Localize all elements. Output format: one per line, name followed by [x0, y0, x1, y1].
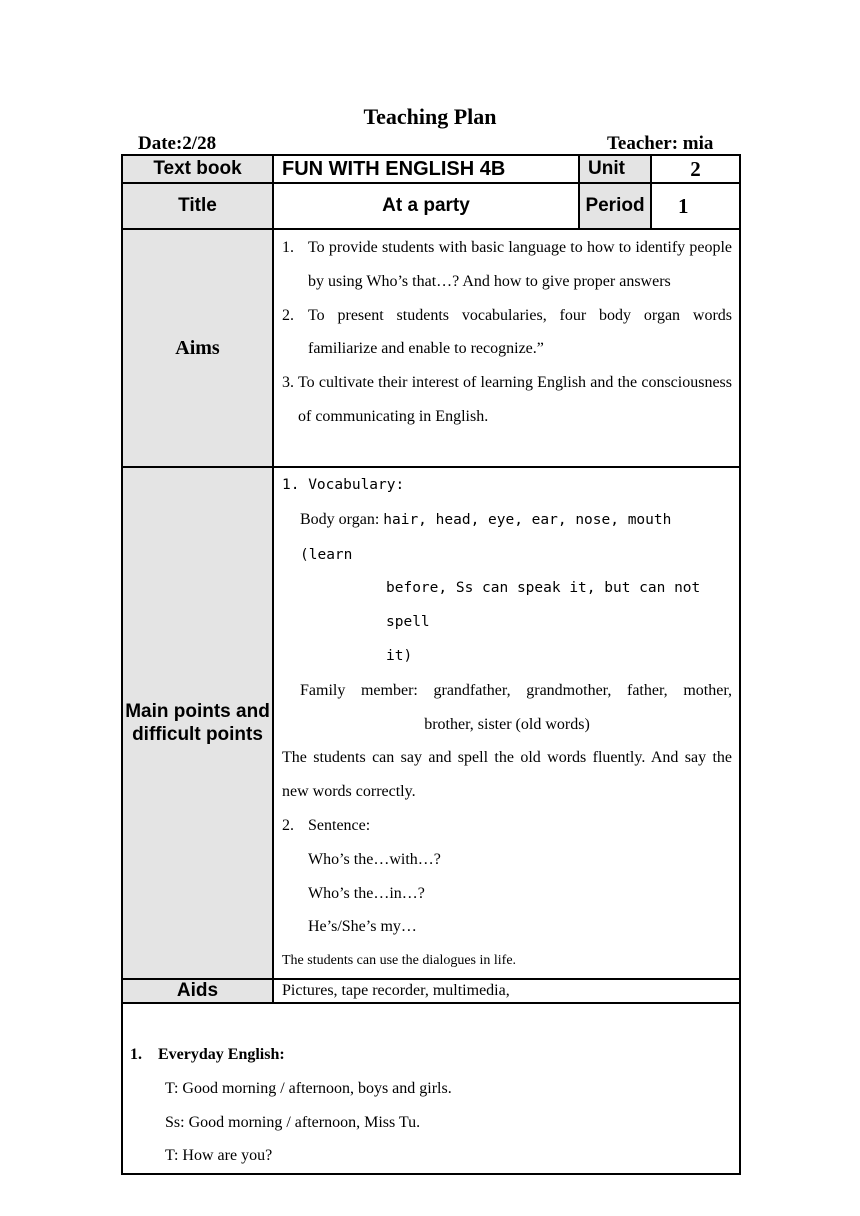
dialogue-note: The students can use the dialogues in life.	[282, 953, 517, 969]
aims-item: 2. To present students vocabularies, four body organ words familiarize and enable to recognize.”	[282, 306, 732, 358]
title-label: Title	[122, 183, 273, 229]
body-organ-continuation: before, Ss can speak it, but can not spell	[386, 580, 701, 631]
title-value: At a party	[273, 183, 579, 229]
family-member-line: Family member: grandfather, grandmother, father, mother,	[300, 681, 732, 699]
sentence-item: He’s/She’s my…	[308, 918, 417, 936]
main-points-content	[273, 467, 740, 979]
textbook-value	[273, 155, 579, 183]
teaching-plan-table	[121, 154, 741, 1175]
teacher-label: Teacher: mia	[607, 133, 714, 154]
page-title: Teaching Plan	[363, 104, 497, 129]
unit-value: 2	[651, 155, 740, 183]
sentence-item: Who’s the…with…?	[308, 850, 441, 868]
aims-item: 1. To provide students with basic language to how to identify people by using Who’s that…? And how to give proper answers	[282, 239, 732, 290]
table-row-aids	[122, 979, 740, 1003]
table-row-textbook	[122, 155, 740, 183]
unit-label: Unit	[579, 155, 651, 183]
table-row-title	[122, 183, 740, 229]
sentence-item: Who’s the…in…?	[308, 884, 425, 902]
textbook-name: FUN WITH ENGLISH 4B	[282, 157, 506, 180]
date-label: Date:2/28	[138, 133, 217, 154]
main-points-label: Main points and difficult points	[122, 467, 273, 979]
aims-label: Aims	[122, 229, 273, 467]
sentence-heading: 2. Sentence:	[282, 816, 371, 834]
everyday-english-heading: 1. Everyday English:	[130, 1045, 285, 1063]
period-value: 1	[651, 183, 740, 229]
aims-item: 3. To cultivate their interest of learning English and the consciousness of communicating in English.	[282, 374, 732, 425]
body-organ-line: Body organ: hair, head, eye, ear, nose, mouth (learn	[300, 510, 672, 563]
dialogue-line: T: Good morning / afternoon, boys and girls.	[165, 1079, 452, 1097]
aids-label: Aids	[122, 979, 273, 1003]
dialogue-line: T: How are you?	[165, 1147, 273, 1165]
body-organ-continuation: it)	[386, 647, 413, 664]
aids-value: Pictures, tape recorder, multimedia,	[273, 979, 740, 1003]
aims-content	[273, 229, 740, 467]
table-row-main-points	[122, 467, 740, 979]
family-member-continuation: brother, sister (old words)	[424, 715, 590, 733]
procedure-content	[122, 1003, 740, 1174]
vocabulary-heading: 1. Vocabulary:	[282, 477, 405, 493]
period-label: Period	[579, 183, 651, 229]
table-row-aims	[122, 229, 740, 467]
dialogue-line: Ss: Good morning / afternoon, Miss Tu.	[165, 1113, 421, 1131]
table-row-procedure	[122, 1003, 740, 1174]
textbook-label: Text book	[122, 155, 273, 183]
old-words-note: The students can say and spell the old words fluently. And say the new words correctly.	[282, 749, 732, 801]
